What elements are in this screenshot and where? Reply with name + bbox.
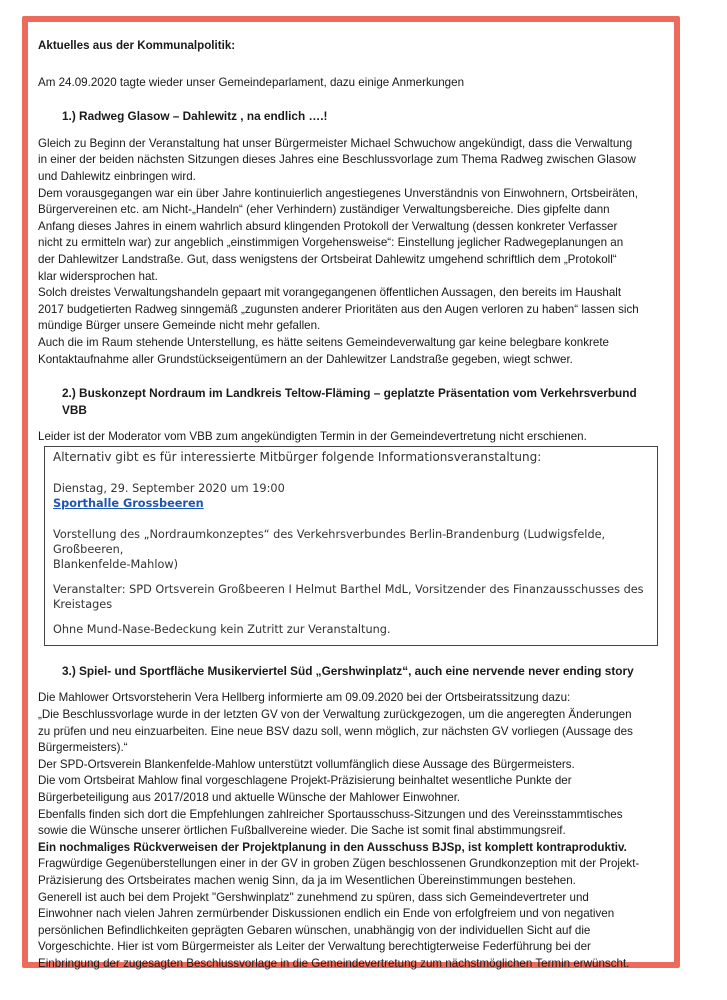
text-line: Bürgervereinen etc. am Nicht-„Handeln“ (eher Verhindern) zuständiger Verwaltungsbereiche. Dies gipfelte dann bbox=[38, 203, 610, 217]
text-line: zu prüfen und neu einzuarbeiten. Eine neue BSV dazu soll, wenn möglich, zur nächsten GV vorliegen (Aussage des bbox=[38, 724, 633, 738]
text-line: persönlichen Befindlichkeiten geprägten Gebaren wünschen, unabhängig von der individuellen Sicht auf die bbox=[38, 923, 591, 937]
section-3-title: 3.) Spiel- und Sportfläche Musikerviertel Süd „Gershwinplatz“, auch eine nervende never ending story bbox=[62, 663, 634, 678]
text-line: nicht zu ermitteln war) zur angeblich „einstimmigen Vorgehensweise“: Einstellung jeglicher Radwegeplanungen an bbox=[38, 236, 624, 250]
text-line: „Die Beschlussvorlage wurde in der letzten GV von der Verwaltung zurückgezogen, um die angeregten Änderungen bbox=[38, 708, 632, 722]
text-line: Einbringung der zugesagten Beschlussvorlage in die Gemeindevertretung zum nächstmöglichen Termin erwünscht. bbox=[38, 956, 630, 970]
text-line: und Dahlewitz einbringen wird. bbox=[38, 169, 196, 183]
text-line: 2017 budgetierten Radweg sinngemäß „zugunsten anderer Prioritäten aus den Augen verloren zu haben“ lassen sich bbox=[38, 302, 639, 316]
section-1-body bbox=[38, 136, 664, 368]
section-2-text: Leider ist der Moderator vom VBB zum angekündigten Termin in der Gemeindevertretung nicht erschienen. bbox=[38, 430, 587, 444]
event-date: Dienstag, 29. September 2020 um 19:00 bbox=[53, 481, 285, 495]
text-line: Bürgerbeteiligung aus 2017/2018 und aktuelle Wünsche der Mahlower Einwohner. bbox=[38, 791, 461, 805]
text-line: Der SPD-Ortsverein Blankenfelde-Mahlow unterstützt vollumfänglich diese Aussage des Bürgermeisters. bbox=[38, 757, 575, 771]
emphasis-line: Ein nochmaliges Rückverweisen der Projektplanung in den Ausschuss BJSp, ist komplett kontraproduktiv. bbox=[38, 840, 627, 854]
document-heading: Aktuelles aus der Kommunalpolitik: bbox=[38, 39, 236, 52]
text-line: Dem vorausgegangen war ein über Jahre kontinuierlich angestiegenes Unverständnis von Einwohnern, Ortsbeiräten, bbox=[38, 186, 639, 200]
text-line: Solch dreistes Verwaltungshandeln gepaart mit vorangegangenen öffentlichen Aussagen, den bereits im Haushalt bbox=[38, 286, 622, 300]
event-venue-link[interactable]: Sporthalle Grossbeeren bbox=[53, 496, 204, 510]
text-line: Gleich zu Beginn der Veranstaltung hat unser Bürgermeister Michael Schwuchow angekündigt, dass die Verwaltung bbox=[38, 136, 633, 150]
text-line: Die vom Ortsbeirat Mahlow final vorgeschlagene Projekt-Präzisierung beinhaltet wesentliche Punkte der bbox=[38, 774, 572, 788]
event-info-box bbox=[44, 446, 658, 646]
text-line: Präzisierung des Ortsbeirates machen wenig Sinn, da ja im Wesentlichen Übereinstimmungen bestehen. bbox=[38, 874, 576, 887]
text-line: sowie die Wünsche unserer örtlichen Fußballvereine wieder. Die Sache ist somit final abstimmungsreif. bbox=[38, 824, 566, 838]
section-3-body bbox=[38, 690, 664, 972]
text-line: Ebenfalls finden sich dort die Empfehlungen zahlreicher Sportausschuss-Sitzungen und des Vereinsstammtisches bbox=[38, 807, 623, 821]
text-line: der Dahlewitzer Landstraße. Gut, dass wenigstens der Ortsbeirat Dahlewitz umgehend schriftlich dem „Protokoll“ bbox=[38, 252, 617, 266]
event-notice: Ohne Mund-Nase-Bedeckung kein Zutritt zur Veranstaltung. bbox=[53, 622, 391, 636]
document-content bbox=[38, 38, 664, 973]
text-line: klar widersprochen hat. bbox=[38, 269, 158, 283]
text-line: Auch die im Raum stehende Unterstellung, es hätte seitens Gemeindeverwaltung gar keine belegbare konkrete bbox=[38, 335, 610, 349]
text-line: Generell ist auch bei dem Projekt "Gershwinplatz" zunehmend zu spüren, dass sich Gemeindevertreter und bbox=[38, 890, 589, 904]
event-intro: Alternativ gibt es für interessierte Mitbürger folgende Informationsveranstaltung: bbox=[53, 449, 542, 464]
text-line: Kontaktaufnahme aller Grundstückseigentümern an der Dahlewitzer Landstraße gegeben, wiegt schwer. bbox=[38, 352, 573, 366]
text-line: Vorgeschichte. Hier ist vom Bürgermeister als Leiter der Verwaltung berechtigterweise Federführung bei der bbox=[38, 940, 591, 954]
event-venue-link-row bbox=[53, 496, 649, 511]
text-line: Anfang dieses Jahres in einem wahrlich absurd klingenden Protokoll der Verwaltung (dessen konkreter Verfasser bbox=[38, 219, 618, 233]
event-organizer: Veranstalter: SPD Ortsverein Großbeeren I Helmut Barthel MdL, Vorsitzender des Finanzausschusses des bbox=[53, 582, 644, 596]
event-description-cont: Blankenfelde-Mahlow) bbox=[53, 557, 179, 571]
section-1-title: 1.) Radweg Glasow – Dahlewitz , na endlich ….! bbox=[62, 109, 328, 124]
text-line: Die Mahlower Ortsvorsteherin Vera Hellberg informierte am 09.09.2020 bei der Ortsbeiratssitzung dazu: bbox=[38, 691, 571, 705]
event-organizer-cont: Kreistages bbox=[53, 597, 113, 611]
intro-text: Am 24.09.2020 tagte wieder unser Gemeindeparlament, dazu einige Anmerkungen bbox=[38, 75, 465, 89]
text-line: Fragwürdige Gegenüberstellungen einer in der GV in groben Zügen beschlossenen Grundkonzeption mit der Projekt- bbox=[38, 857, 640, 871]
text-line: mündige Bürger unsere Gemeinde nicht mehr gefallen. bbox=[38, 319, 321, 333]
text-line: in einer der beiden nächsten Sitzungen dieses Jahres eine Beschlussvorlage zum Thema Radweg zwischen Glasow bbox=[38, 153, 636, 167]
text-line: Einwohner nach vielen Jahren zermürbender Diskussionen endlich ein Ende von erfolgfreiem und von negativen bbox=[38, 907, 615, 921]
section-2-title: 2.) Buskonzept Nordraum im Landkreis Teltow-Fläming – geplatzte Präsentation vom Verkehrsverbund VBB bbox=[62, 386, 637, 417]
text-line: Bürgermeisters).“ bbox=[38, 741, 128, 755]
event-description: Vorstellung des „Nordraumkonzeptes“ des Verkehrsverbundes Berlin-Brandenburg (Ludwigsfelde, Großbeeren, bbox=[53, 527, 606, 556]
